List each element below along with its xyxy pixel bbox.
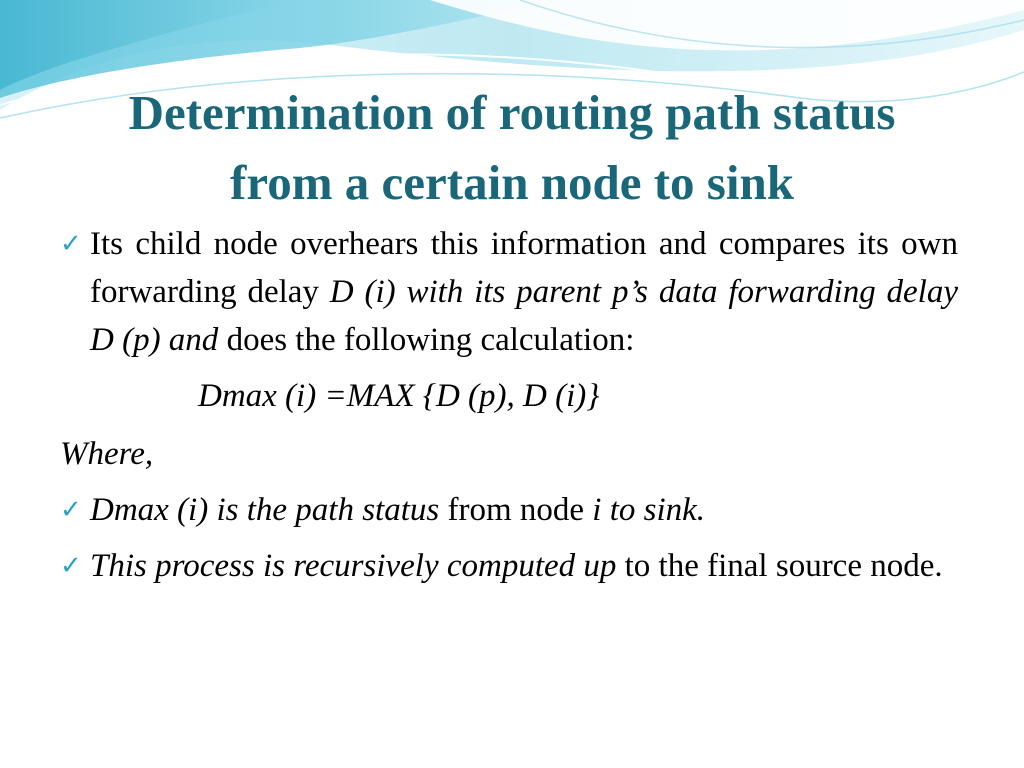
bullet1-text-3: does the following calculation: — [218, 322, 635, 358]
formula: Dmax (i) =MAX {D (p), D (i)} — [198, 378, 600, 414]
where-label: Where, — [60, 436, 154, 472]
checkmark-icon: ✓ — [60, 495, 82, 524]
bullet-item-overhears — [0, 220, 1024, 364]
bullet3-text-1: This process is recursively computed up — [90, 548, 617, 584]
bullet-item-dmax — [0, 486, 1024, 534]
bullet2-text-2: from node — [439, 492, 593, 528]
bullet1-text-1: Its child node overhears this information and compares its own forwarding delay — [90, 226, 958, 310]
title-line-1: Determination of routing path status — [128, 85, 896, 140]
bullet3-text-2: to the final source node. — [616, 548, 943, 584]
bullet2-text-1: Dmax (i) is the path status — [90, 492, 440, 528]
slide-title — [40, 78, 984, 218]
bullet2-text-3: i to sink. — [592, 492, 706, 528]
title-line-2: from a certain node to sink — [230, 155, 794, 210]
slide-body — [0, 220, 1024, 590]
bullet1-text-2: D (i) with its parent p’s data forwarding delay D (p) and — [90, 274, 958, 358]
bullet-item-recursive — [0, 542, 1024, 590]
checkmark-icon: ✓ — [60, 551, 82, 580]
checkmark-icon: ✓ — [60, 229, 82, 258]
